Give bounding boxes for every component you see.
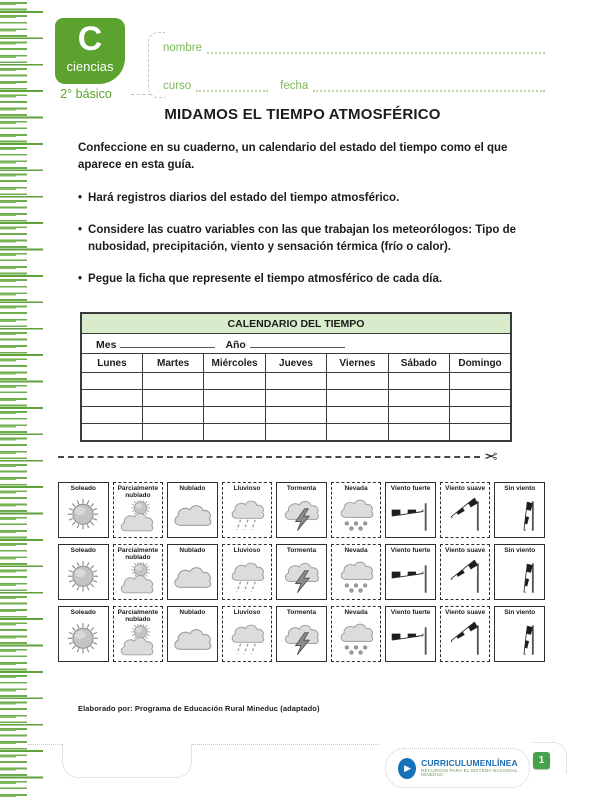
subject-letter: C: [77, 20, 103, 58]
storm-cloud-icon: [279, 554, 323, 599]
weather-card-viento-fuerte[interactable]: Viento fuerte: [385, 544, 436, 600]
ruler-decoration: [0, 0, 52, 800]
calendar-cell[interactable]: [450, 373, 511, 390]
grade-dash-decoration: [131, 94, 151, 95]
rain-cloud-icon: [225, 554, 269, 599]
weather-card-parcialmente-nublado[interactable]: Parcialmente nublado: [113, 482, 164, 538]
windsock-strong-icon: [389, 616, 433, 661]
sun-icon: [61, 616, 105, 661]
weather-cards: [58, 482, 545, 668]
day-header-row: [81, 354, 511, 373]
windsock-calm-icon: [498, 616, 542, 661]
name-input-line[interactable]: [207, 40, 545, 54]
page-title: MIDAMOS EL TIEMPO ATMOSFÉRICO: [164, 106, 441, 123]
weather-card-nublado[interactable]: Nublado: [167, 544, 218, 600]
weather-card-viento-suave[interactable]: Viento suave: [440, 544, 491, 600]
name-row: [163, 36, 545, 54]
calendar-cell[interactable]: [450, 424, 511, 442]
weather-cards-row: [58, 482, 545, 538]
calendar-cell[interactable]: [388, 373, 449, 390]
date-label: fecha: [280, 80, 309, 92]
windsock-strong-icon: [389, 554, 433, 599]
play-icon: ▶: [398, 758, 416, 779]
bullet-icon: •: [78, 191, 83, 204]
credit-line: Elaborado por: Programa de Educación Rural Mineduc (adaptado): [78, 704, 320, 713]
weather-card-lluvioso[interactable]: Lluvioso: [222, 482, 273, 538]
calendar-cell[interactable]: [142, 424, 203, 442]
cloud-icon: [170, 616, 214, 661]
calendar-cell[interactable]: [204, 407, 265, 424]
bullet-item: • Pegue la ficha que represente el tiempo atmosférico de cada día.: [78, 271, 538, 288]
weather-card-nevada[interactable]: Nevada: [331, 544, 382, 600]
weather-card-tormenta[interactable]: Tormenta: [276, 544, 327, 600]
subject-name: ciencias: [66, 59, 114, 74]
calendar-meta-row: [81, 334, 511, 354]
snow-cloud-icon: [334, 492, 378, 537]
windsock-light-icon: [443, 616, 487, 661]
footer-dotted-tab: [62, 744, 192, 778]
intro-paragraph: Confeccione en su cuaderno, un calendario del estado del tiempo como el que aparece en esta guía.: [78, 142, 508, 172]
weather-card-sin-viento[interactable]: Sin viento: [494, 606, 545, 662]
month-input-line[interactable]: [120, 337, 215, 348]
calendar-cell[interactable]: [450, 407, 511, 424]
calendar-empty-row: [81, 424, 511, 442]
sun-behind-cloud-icon: [116, 562, 160, 599]
footer-dotted-decoration: [192, 744, 380, 745]
date-input-line[interactable]: [313, 78, 545, 92]
cloud-icon: [170, 554, 214, 599]
weather-card-nevada[interactable]: Nevada: [331, 606, 382, 662]
storm-cloud-icon: [279, 492, 323, 537]
rain-cloud-icon: [225, 492, 269, 537]
weather-card-nevada[interactable]: Nevada: [331, 482, 382, 538]
sun-icon: [61, 554, 105, 599]
weather-cards-row: [58, 544, 545, 600]
snow-cloud-icon: [334, 616, 378, 661]
calendar-cell[interactable]: [81, 390, 142, 407]
calendar-cell[interactable]: [265, 373, 326, 390]
weather-card-viento-suave[interactable]: Viento suave: [440, 606, 491, 662]
calendar-cell[interactable]: [388, 390, 449, 407]
storm-cloud-icon: [279, 616, 323, 661]
weather-card-parcialmente-nublado[interactable]: Parcialmente nublado: [113, 544, 164, 600]
day-header: Domingo: [450, 354, 511, 373]
calendar-cell[interactable]: [265, 407, 326, 424]
calendar-cell[interactable]: [327, 373, 388, 390]
weather-card-nublado[interactable]: Nublado: [167, 482, 218, 538]
weather-card-viento-fuerte[interactable]: Viento fuerte: [385, 606, 436, 662]
calendar-empty-row: [81, 407, 511, 424]
course-input-line[interactable]: [196, 78, 268, 92]
bullet-icon: •: [78, 223, 83, 236]
snow-cloud-icon: [334, 554, 378, 599]
weather-cards-row: [58, 606, 545, 662]
brand-name: CURRICULUMENLÍNEA: [421, 757, 518, 768]
day-header: Viernes: [327, 354, 388, 373]
course-date-row: [163, 74, 545, 92]
calendar-cell[interactable]: [450, 390, 511, 407]
weather-card-lluvioso[interactable]: Lluvioso: [222, 544, 273, 600]
weather-card-parcialmente-nublado[interactable]: Parcialmente nublado: [113, 606, 164, 662]
rain-cloud-icon: [225, 616, 269, 661]
scissors-icon: ✂: [484, 449, 498, 466]
weather-card-nublado[interactable]: Nublado: [167, 606, 218, 662]
footer-dotted-decoration: [28, 744, 62, 745]
cloud-icon: [170, 492, 214, 537]
weather-card-sin-viento[interactable]: Sin viento: [494, 544, 545, 600]
day-header: Martes: [142, 354, 203, 373]
calendar-empty-row: [81, 373, 511, 390]
calendar-cell[interactable]: [81, 373, 142, 390]
bullet-icon: •: [78, 273, 83, 286]
calendar-table: [80, 312, 512, 442]
brand-logo: [398, 753, 524, 783]
weather-card-soleado[interactable]: Soleado: [58, 482, 109, 538]
cut-line: [58, 456, 480, 458]
calendar-cell[interactable]: [142, 407, 203, 424]
calendar-cell[interactable]: [265, 390, 326, 407]
calendar-cell[interactable]: [327, 424, 388, 442]
day-header: Sábado: [388, 354, 449, 373]
weather-card-soleado[interactable]: Soleado: [58, 606, 109, 662]
student-fields: [163, 36, 545, 92]
course-label: curso: [163, 80, 192, 92]
calendar-cell[interactable]: [327, 390, 388, 407]
weather-card-viento-fuerte[interactable]: Viento fuerte: [385, 482, 436, 538]
year-label: Año: [225, 338, 246, 351]
calendar-cell[interactable]: [388, 407, 449, 424]
windsock-calm-icon: [498, 554, 542, 599]
sun-icon: [61, 492, 105, 537]
calendar-empty-row: [81, 390, 511, 407]
calendar-cell[interactable]: [81, 424, 142, 442]
grade-label: 2° básico: [60, 87, 112, 101]
brand-tagline: RECURSOS PARA EL SISTEMA NACIONAL MINEDUC: [421, 767, 518, 777]
windsock-light-icon: [443, 492, 487, 537]
calendar-cell[interactable]: [81, 407, 142, 424]
weather-card-sin-viento[interactable]: Sin viento: [494, 482, 545, 538]
year-input-line[interactable]: [250, 337, 345, 348]
windsock-strong-icon: [389, 492, 433, 537]
weather-card-tormenta[interactable]: Tormenta: [276, 606, 327, 662]
sun-behind-cloud-icon: [116, 500, 160, 537]
bullet-item: • Hará registros diarios del estado del tiempo atmosférico.: [78, 190, 538, 207]
day-header: Miércoles: [204, 354, 265, 373]
calendar-title: CALENDARIO DEL TIEMPO: [81, 313, 511, 334]
instructions: [78, 140, 538, 289]
calendar-cell[interactable]: [142, 390, 203, 407]
calendar-cell[interactable]: [204, 373, 265, 390]
calendar-cell[interactable]: [388, 424, 449, 442]
weather-card-soleado[interactable]: Soleado: [58, 544, 109, 600]
sun-behind-cloud-icon: [116, 624, 160, 661]
windsock-calm-icon: [498, 492, 542, 537]
weather-card-lluvioso[interactable]: Lluvioso: [222, 606, 273, 662]
calendar-cell[interactable]: [265, 424, 326, 442]
calendar-cell[interactable]: [142, 373, 203, 390]
month-label: Mes: [96, 338, 117, 351]
page-number-badge: 1: [533, 752, 550, 769]
bullet-item: • Considere las cuatro variables con las que trabajan los meteorólogos: Tipo de nubosidad, precipitación, viento y sensación térmica (frío o calor).: [78, 222, 538, 257]
day-header: Lunes: [81, 354, 142, 373]
calendar-cell[interactable]: [204, 390, 265, 407]
weather-card-viento-suave[interactable]: Viento suave: [440, 482, 491, 538]
calendar-cell[interactable]: [327, 407, 388, 424]
windsock-light-icon: [443, 554, 487, 599]
calendar-cell[interactable]: [204, 424, 265, 442]
weather-card-tormenta[interactable]: Tormenta: [276, 482, 327, 538]
name-label: nombre: [163, 42, 202, 54]
subject-logo: [55, 18, 125, 84]
day-header: Jueves: [265, 354, 326, 373]
